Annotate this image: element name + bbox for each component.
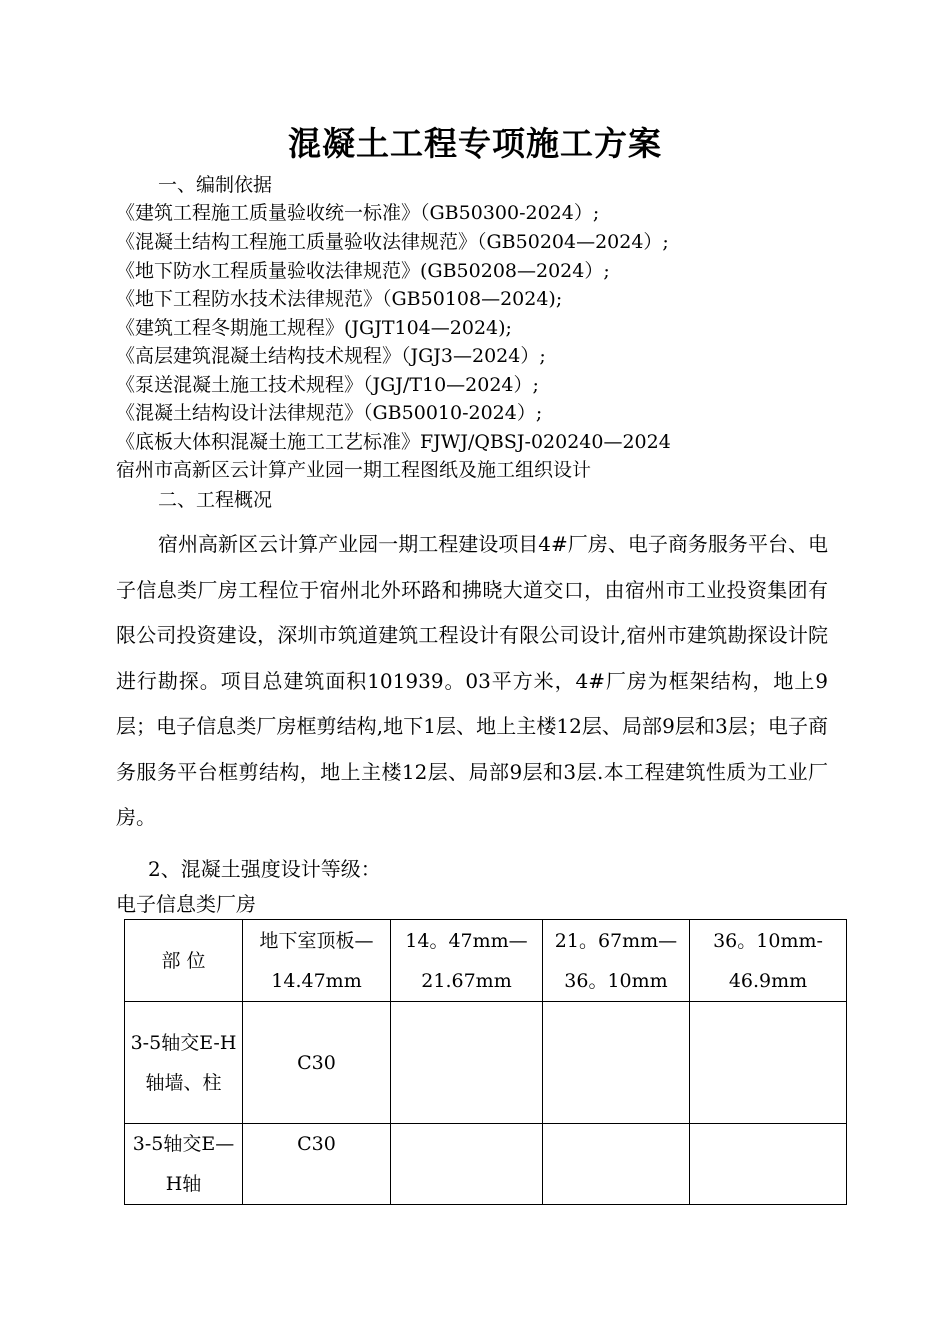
table-cell: C30 [243,1002,391,1124]
basis-item: 《底板大体积混凝土施工工艺标准》FJWJ/QBSJ-020240—2024 [116,431,671,453]
section-heading-basis: 一、编制依据 [158,174,273,196]
header-cell: 地下室顶板—14.47mm [243,920,391,1002]
basis-item: 《建筑工程施工质量验收统一标准》（GB50300-2024）; [116,202,600,224]
section-heading-overview: 二、工程概况 [158,489,273,511]
subsection-heading: 2、混凝土强度设计等级： [148,857,381,881]
header-cell: 36。10mm-46.9mm [690,920,847,1002]
table-cell: C30 [243,1124,391,1205]
table-cell [690,1002,847,1124]
table-cell: 3-5轴交E-H轴墙、柱 [125,1002,243,1124]
table-cell [391,1124,543,1205]
basis-item: 《地下防水工程质量验收法律规范》(GB50208—2024）; [116,260,610,282]
header-cell: 部 位 [125,920,243,1002]
overview-paragraph [116,522,828,841]
table-cell [391,1002,543,1124]
basis-item: 《高层建筑混凝土结构技术规程》（JGJ3—2024）; [116,345,546,367]
table-row [125,1124,847,1205]
concrete-grade-table [124,919,847,1205]
basis-item: 《泵送混凝土施工技术规程》（JGJ/T10—2024）; [116,374,539,396]
table-row [125,1002,847,1124]
table-cell [543,1124,690,1205]
header-cell: 21。67mm—36。10mm [543,920,690,1002]
table-cell: 3-5轴交E—H轴 [125,1124,243,1205]
basis-item: 《建筑工程冬期施工规程》(JGJT104—2024); [116,317,512,339]
overview-text: 宿州高新区云计算产业园一期工程建设项目4#厂房、电子商务服务平台、电子信息类厂房工程位于宿州北外环路和拂晓大道交口，由宿州市工业投资集团有限公司投资建设，深圳市筑道建筑工程设计有限公司设计,宿州市建筑勘探设计院进行勘探。项目总建筑面积101939。03平方米，4#厂房为框架结构，地上9层；电子信息类厂房框剪结构,地下1层、地上主楼12层、局部9层和3层；电子商务服务平台框剪结构，地上主楼12层、局部9层和3层.本工程建筑性质为工业厂房。 [116,532,828,829]
basis-item: 《混凝土结构工程施工质量验收法律规范》（GB50204—2024）; [116,231,669,253]
header-cell: 14。47mm—21.67mm [391,920,543,1002]
table-cell [543,1002,690,1124]
table-cell [690,1124,847,1205]
basis-item: 《地下工程防水技术法律规范》（GB50108—2024); [116,288,563,310]
table-header-row [125,920,847,1002]
basis-item: 《混凝土结构设计法律规范》（GB50010-2024）; [116,402,543,424]
basis-item: 宿州市高新区云计算产业园一期工程图纸及施工组织设计 [116,459,592,481]
page-title: 混凝土工程专项施工方案 [288,124,662,163]
table-caption: 电子信息类厂房 [116,892,256,916]
